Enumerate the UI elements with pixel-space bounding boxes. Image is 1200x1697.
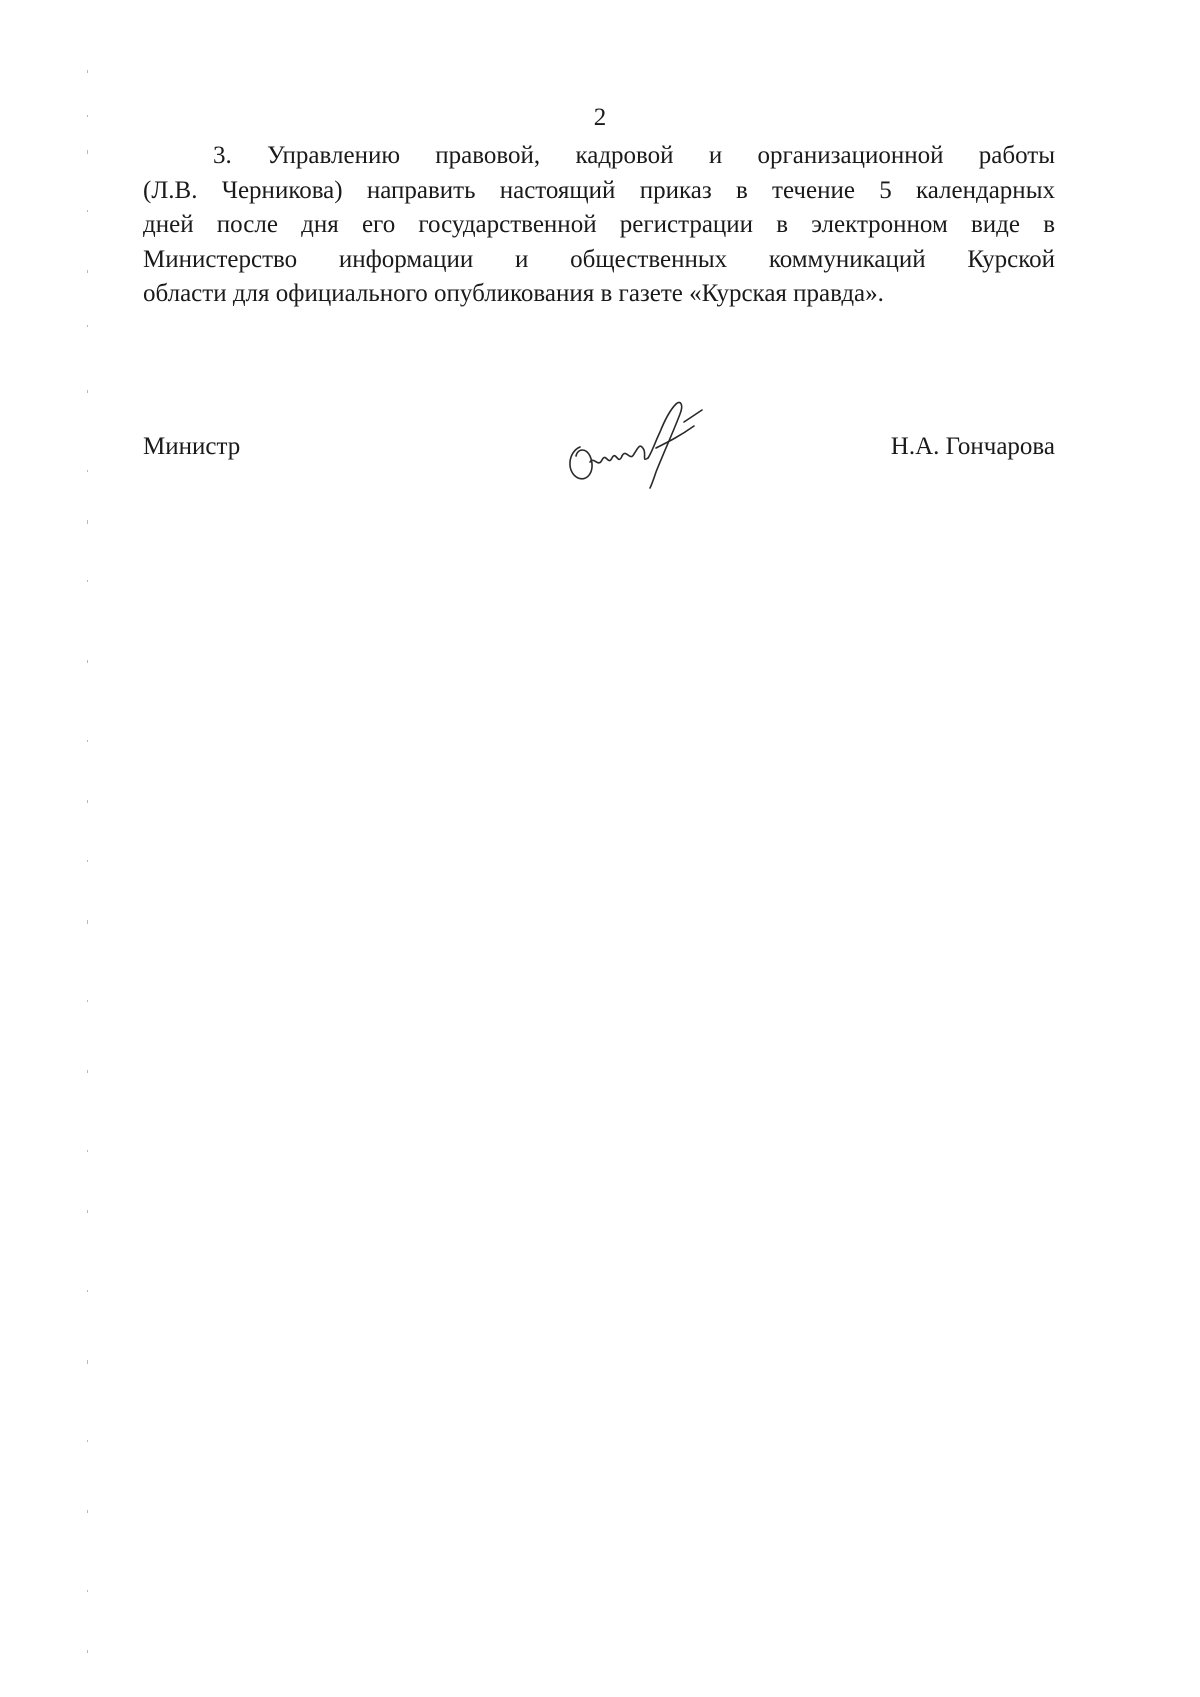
paragraph-line: Министерство информации и общественных коммуникаций Курской [143,245,1055,273]
paragraph-line: области для официального опубликования в газете «Курская правда». [143,280,884,307]
paragraph-3 [143,139,1055,312]
paragraph-line: 3. Управлению правовой, кадровой и организационной работы [213,142,1055,169]
scan-margin-marks [84,60,92,1680]
paragraph-line: (Л.В. Черникова) направить настоящий приказ в течение 5 календарных [143,176,1055,204]
handwritten-signature [560,392,710,497]
page-number: 2 [593,104,607,131]
signer-name: Н.А. Гончарова [890,433,1055,460]
signer-title: Министр [143,433,241,460]
paragraph-line: дней после дня его государственной регистрации в электронном виде в [143,211,1055,238]
